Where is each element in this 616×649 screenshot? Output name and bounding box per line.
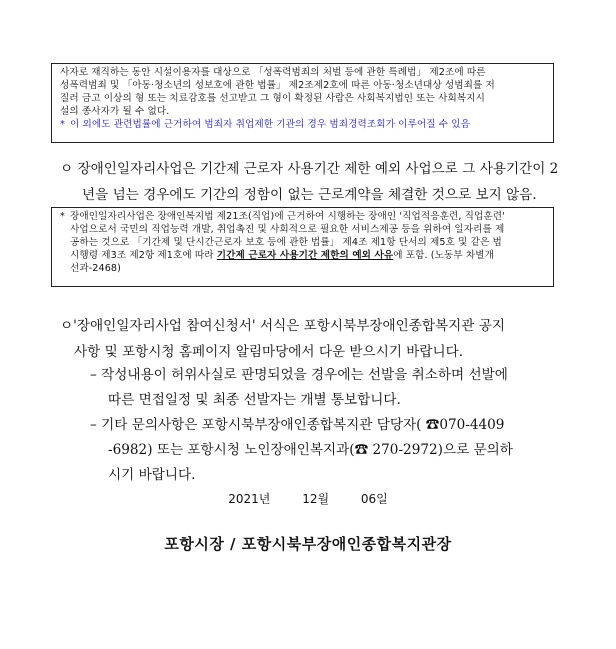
sub-line: -6982) 또는 포항시청 노인장애인복지과(☎ 270-2972)으로 문의하 <box>108 442 513 458</box>
sub-line: – 작성내용이 허위사실로 판명되었을 경우에는 선발을 취소하며 선발에 <box>90 367 508 383</box>
paragraph-line: 사항 및 포항시청 홈페이지 알림마당에서 다운 받으시기 바랍니다. <box>74 344 464 360</box>
sub-line: 시기 바랍니다. <box>108 467 196 483</box>
false-info-notice <box>90 363 560 413</box>
date-year: 2021년 <box>228 492 271 506</box>
paragraph-line: ㅇ 장애인일자리사업은 기간제 근로자 사용기간 제한 예외 사업으로 그 사용기간이 2 <box>60 161 559 177</box>
application-form-paragraph <box>60 313 560 365</box>
legal-line <box>70 249 547 262</box>
legal-line-part: 시행령 제3조 제2항 제1호에 따라 <box>70 250 217 261</box>
issuer-signature: 포항시장 / 포항시북부장애인종합복지관장 <box>164 535 452 553</box>
date-day: 06일 <box>360 492 388 506</box>
qualification-notice-box <box>51 63 554 143</box>
paragraph-line: ㅇ'장애인일자리사업 참여신청서' 서식은 포항시북부장애인종합복지관 공지 <box>60 318 505 334</box>
legal-line: 장애인일자리사업은 장애인복지법 제21조(직업)에 근거하여 시행하는 장애인 '직업적응훈련, 직업훈련' <box>70 211 505 222</box>
note-asterisk: * <box>60 211 65 222</box>
fixed-term-exception-paragraph <box>60 156 560 208</box>
notice-line: 성폭력범죄 및 「아동·청소년의 성보호에 관한 법률」 제2조제2호에 따른 아동·청소년대상 성범죄를 저 <box>60 80 495 91</box>
legal-line: 공하는 것으로 「기간제 및 단시간근로자 보호 등에 관한 법률」 제4조 제1항 단서의 제5호 및 같은 법 <box>70 237 502 248</box>
sub-line: – 기타 문의사항은 포항시북부장애인종합복지관 담당자( ☎070-4409 <box>90 417 505 433</box>
contact-notice <box>90 413 560 488</box>
notice-line: 사자로 재직하는 동안 시설이용자를 대상으로 「성폭력범죄의 처벌 등에 관한 특례법」 제2조에 따른 <box>60 67 486 78</box>
notice-line: 설의 종사자가 될 수 없다. <box>60 106 170 117</box>
date-month: 12월 <box>302 492 330 506</box>
legal-basis-text <box>60 210 547 275</box>
note-asterisk: * <box>60 119 65 130</box>
issue-date <box>0 490 616 507</box>
notice-line: 질러 금고 이상의 형 또는 치료감호를 선고받고 그 형이 확정된 사람은 사회복지법인 또는 사회복지시 <box>60 93 486 104</box>
exception-highlight: 기간제 근로자 사용기간 제한의 예외 사유 <box>216 250 394 261</box>
paragraph-line: 년을 넘는 경우에도 기간의 정함이 없는 근로계약을 체결한 것으로 보지 않음. <box>82 187 537 203</box>
legal-line-part: 에 포함. (노동부 차별개 <box>393 250 494 261</box>
legal-basis-box <box>51 207 554 287</box>
legal-line: 사업으로서 국민의 직업능력 개발, 취업촉진 및 사회적으로 필요한 서비스제공 등을 위하여 일자리를 제 <box>70 224 505 235</box>
criminal-record-note <box>60 118 547 131</box>
legal-line: 선과-2468) <box>70 263 121 274</box>
sub-line: 따른 면접일정 및 최종 선발자는 개별 통보합니다. <box>108 392 401 408</box>
note-text: 이 외에도 관련법률에 근거하여 범죄자 취업제한 기관의 경우 범죄경력조회가 이루어질 수 있음 <box>70 119 470 130</box>
